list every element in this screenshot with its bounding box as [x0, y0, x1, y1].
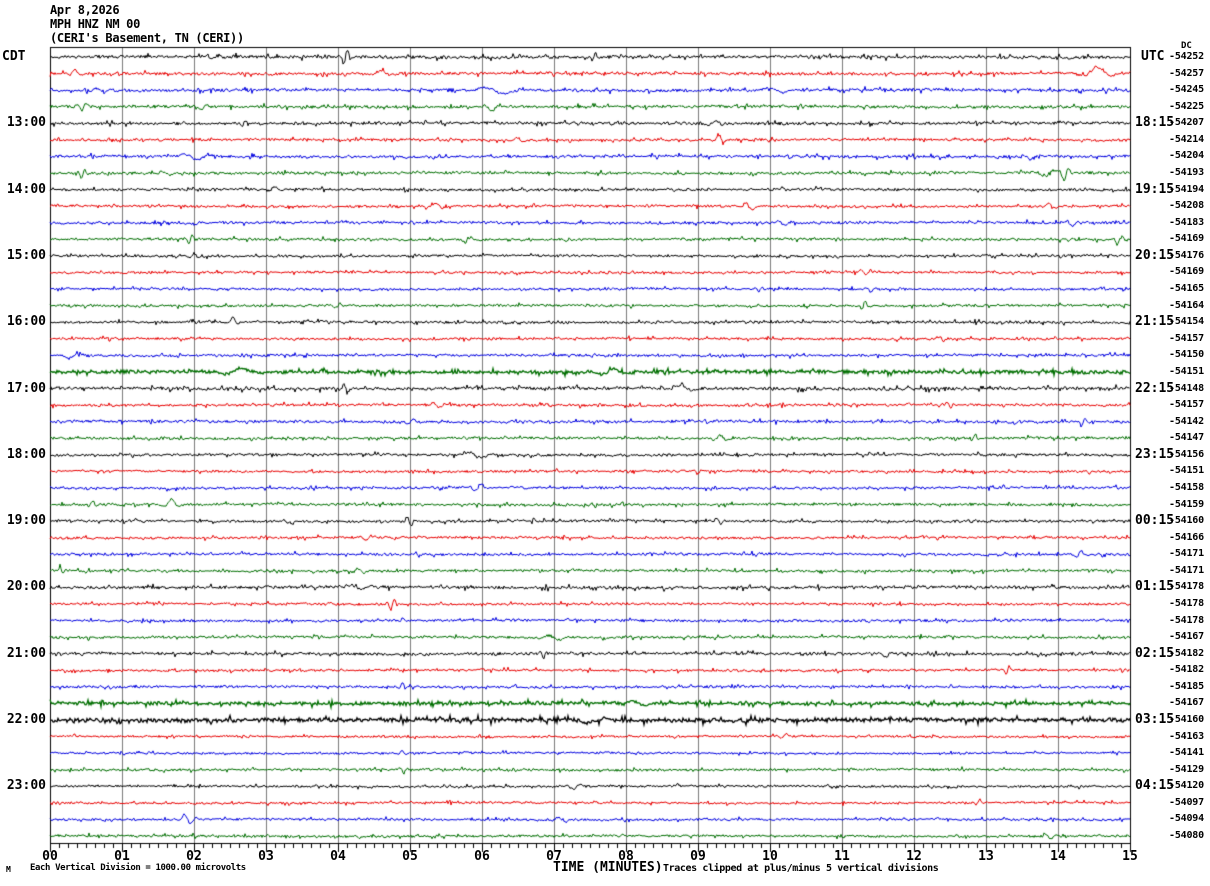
dc-offset-value: -54166	[1169, 531, 1204, 543]
dc-offset-value: -54169	[1169, 233, 1204, 245]
hour-label-utc: 20:15	[1135, 247, 1175, 263]
x-tick-label: 00	[42, 849, 58, 864]
dc-offset-value: -54159	[1169, 498, 1204, 510]
dc-offset-value: -54156	[1169, 448, 1204, 460]
hour-label-utc: 23:15	[1135, 446, 1175, 462]
x-tick-label: 02	[186, 849, 202, 864]
dc-offset-value: -54157	[1169, 332, 1204, 344]
x-tick-label: 08	[618, 849, 634, 864]
hour-label-utc: 18:15	[1135, 115, 1175, 131]
dc-offset-value: -54183	[1169, 216, 1204, 228]
dc-offset-value: -54151	[1169, 365, 1204, 377]
dc-offset-value: -54169	[1169, 266, 1204, 278]
x-axis-title: TIME (MINUTES)	[553, 860, 663, 875]
dc-offset-value: -54094	[1169, 813, 1204, 825]
dc-offset-value: -54182	[1169, 664, 1204, 676]
station-text: MPH HNZ NM 00	[50, 17, 141, 31]
hour-label-utc: 19:15	[1135, 181, 1175, 197]
dc-offset-value: -54158	[1169, 481, 1204, 493]
dc-offset-value: -54257	[1169, 67, 1204, 79]
dc-offset-value: -54207	[1169, 117, 1204, 129]
x-tick-label: 04	[330, 849, 346, 864]
dc-offset-value: -54178	[1169, 581, 1204, 593]
hour-label-utc: 21:15	[1135, 314, 1175, 330]
dc-offset-value: -54178	[1169, 597, 1204, 609]
date-text: Apr 8,2026	[50, 3, 120, 17]
dc-offset-value: -54163	[1169, 730, 1204, 742]
dc-offset-value: -54171	[1169, 564, 1204, 576]
x-tick-label: 06	[474, 849, 490, 864]
dc-offset-value: -54245	[1169, 84, 1204, 96]
hour-label-utc: 03:15	[1135, 712, 1175, 727]
dc-offset-value: -54194	[1169, 183, 1204, 195]
dc-offset-value: -54178	[1169, 614, 1204, 626]
x-tick-label: 11	[834, 849, 850, 864]
dc-offset-value: -54120	[1169, 780, 1204, 792]
dc-offset-value: -54193	[1169, 167, 1204, 179]
hour-label-cdt: 22:00	[6, 712, 46, 727]
dc-offset-value: -54167	[1169, 631, 1204, 643]
dc-offset-value: -54147	[1169, 432, 1204, 444]
dc-offset-value: -54151	[1169, 465, 1204, 477]
x-tick-label: 05	[402, 849, 418, 864]
dc-offset-value: -54208	[1169, 200, 1204, 212]
dc-offset-value: -54176	[1169, 249, 1204, 261]
dc-offset-value: -54171	[1169, 548, 1204, 560]
dc-offset-value: -54167	[1169, 697, 1204, 709]
dc-offset-value: -54142	[1169, 415, 1204, 427]
dc-offset-value: -54252	[1169, 51, 1204, 62]
dc-offset-value: -54141	[1169, 747, 1204, 759]
dc-offset-value: -54165	[1169, 283, 1204, 295]
hour-label-cdt: 21:00	[6, 645, 46, 661]
hour-label-cdt: 13:00	[6, 115, 46, 131]
dc-offset-value: -54160	[1169, 515, 1204, 527]
dc-column-header: DC	[1181, 41, 1192, 51]
hour-label-cdt: 14:00	[6, 181, 46, 197]
dc-offset-value: -54150	[1169, 349, 1204, 361]
dc-offset-value: -54148	[1169, 382, 1204, 394]
dc-offset-value: -54129	[1169, 763, 1204, 775]
cdt-label: CDT	[2, 49, 26, 64]
hour-label-cdt: 18:00	[6, 446, 46, 462]
location-text: (CERI's Basement, TN (CERI))	[50, 31, 244, 45]
dc-offset-value: -54185	[1169, 680, 1204, 692]
clip-note: Traces clipped at plus/minus 5 vertical divisions	[663, 863, 939, 874]
x-tick-label: 15	[1122, 849, 1138, 864]
x-tick-label: 01	[114, 849, 130, 864]
x-tick-label: 03	[258, 849, 274, 864]
hour-label-cdt: 16:00	[6, 314, 46, 330]
corner-mark: M	[6, 865, 11, 874]
hour-label-cdt: 23:00	[6, 778, 46, 794]
x-tick-label: 13	[978, 849, 994, 864]
utc-label: UTC	[1141, 49, 1165, 64]
x-tick-label: 12	[906, 849, 922, 864]
hour-label-cdt: 17:00	[6, 380, 46, 396]
hour-label-cdt: 20:00	[6, 579, 46, 595]
x-tick-label: 09	[690, 849, 706, 864]
dc-offset-value: -54157	[1169, 399, 1204, 411]
dc-offset-value: -54225	[1169, 100, 1204, 112]
x-tick-label: 14	[1050, 849, 1066, 864]
hour-label-utc: 02:15	[1135, 645, 1175, 661]
dc-offset-value: -54160	[1169, 714, 1204, 725]
hour-label-utc: 01:15	[1135, 579, 1175, 595]
hour-label-cdt: 19:00	[6, 513, 46, 529]
scale-note: Each Vertical Division = 1000.00 microvolts	[30, 863, 246, 873]
hour-label-cdt: 15:00	[6, 247, 46, 263]
dc-offset-value: -54154	[1169, 316, 1204, 328]
dc-offset-value: -54080	[1169, 830, 1204, 842]
hour-label-utc: 00:15	[1135, 513, 1175, 529]
hour-label-utc: 22:15	[1135, 380, 1175, 396]
dc-offset-value: -54097	[1169, 796, 1204, 808]
x-tick-label: 07	[546, 849, 562, 864]
dc-offset-value: -54214	[1169, 133, 1204, 145]
dc-offset-value: -54164	[1169, 299, 1204, 311]
dc-offset-value: -54182	[1169, 647, 1204, 659]
x-tick-label: 10	[762, 849, 778, 864]
hour-label-utc: 04:15	[1135, 778, 1175, 794]
dc-offset-value: -54204	[1169, 150, 1204, 162]
